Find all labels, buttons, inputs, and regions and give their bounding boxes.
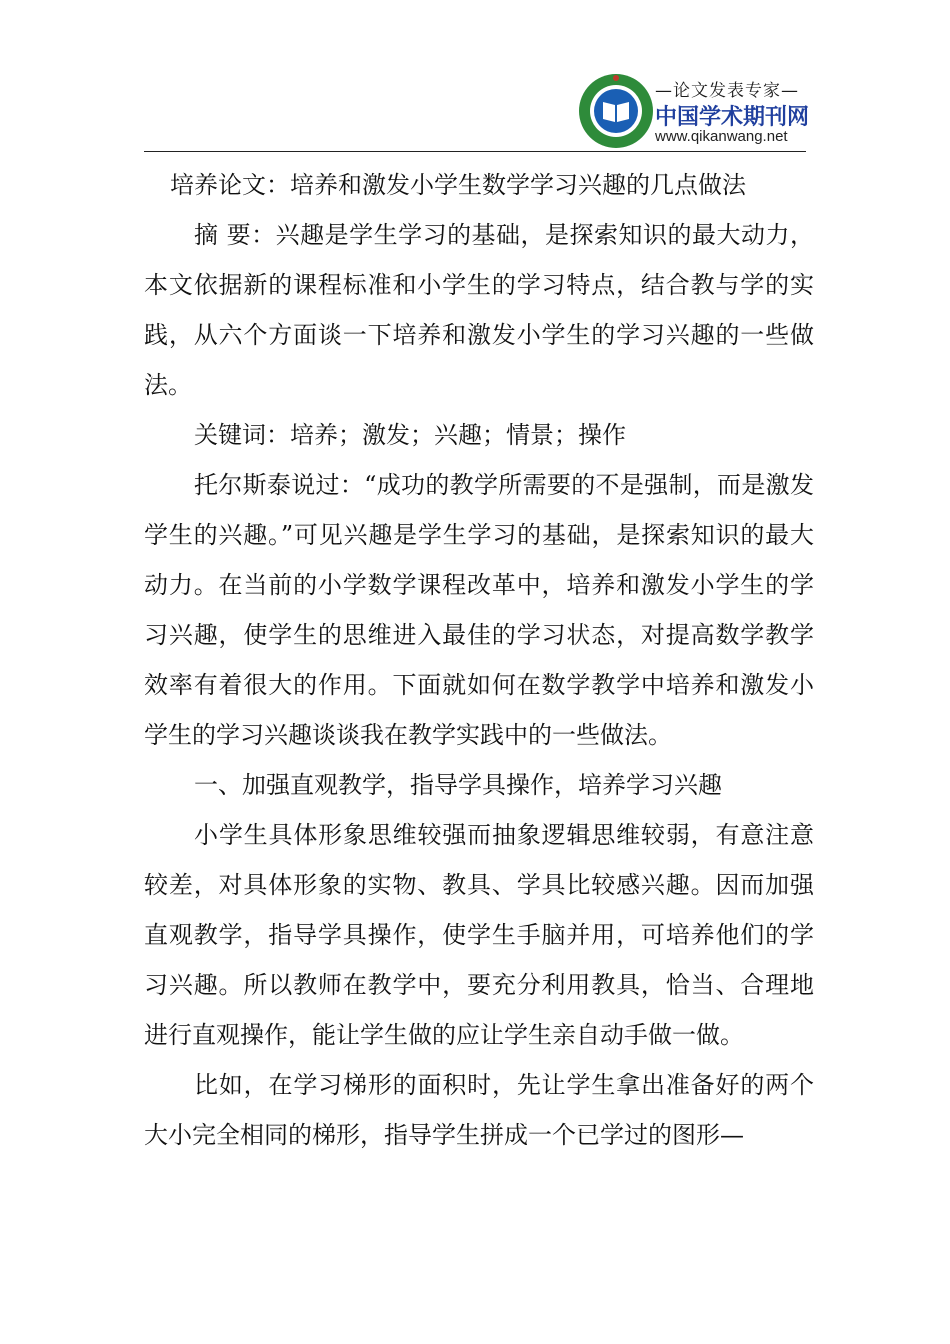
brand-name: 中国学术期刊网 [655,105,810,130]
header-rule [144,151,806,152]
brand-url: www.qikanwang.net [655,128,788,145]
document-title: 培养论文：培养和激发小学生数学学习兴趣的几点做法 [170,171,746,199]
body-paragraph: 托尔斯泰说过：“成功的教学所需要的不是强制，而是激发学生的兴趣。”可见兴趣是学生学习的基础，是探索知识的最大动力。在当前的小学数学课程改革中，培养和激发小学生的学习兴趣，使学生的思维进入最佳的学习状态，对提高数学教学效率有着很大的作用。下面就如何在数学教学中培养和激发小学生的学习兴趣谈谈我在教学实践中的一些做法。 [144,471,814,749]
abstract-paragraph: 摘 要：兴趣是学生学习的基础，是探索知识的最大动力，本文依据新的课程标准和小学生的学习特点，结合教与学的实践，从六个方面谈一下培养和激发小学生的学习兴趣的一些做法。 [144,221,814,399]
document-body [144,160,814,1160]
brand-tagline: —论文发表专家— [655,81,799,101]
keywords-paragraph: 关键词：培养；激发；兴趣；情景；操作 [194,421,626,449]
page-header [0,0,950,150]
body-paragraph: 比如，在学习梯形的面积时，先让学生拿出准备好的两个大小完全相同的梯形，指导学生拼成一个已学过的图形— [144,1071,814,1149]
body-paragraph: 小学生具体形象思维较强而抽象逻辑思维较弱，有意注意较差，对具体形象的实物、教具、学具比较感兴趣。因而加强直观教学，指导学具操作，使学生手脑并用，可培养他们的学习兴趣。所以教师在教学中，要充分利用教具，恰当、合理地进行直观操作，能让学生做的应让学生亲自动手做一做。 [144,821,814,1049]
section-heading: 一、加强直观教学，指导学具操作，培养学习兴趣 [194,771,722,799]
qikanwang-seal-logo [577,72,655,150]
